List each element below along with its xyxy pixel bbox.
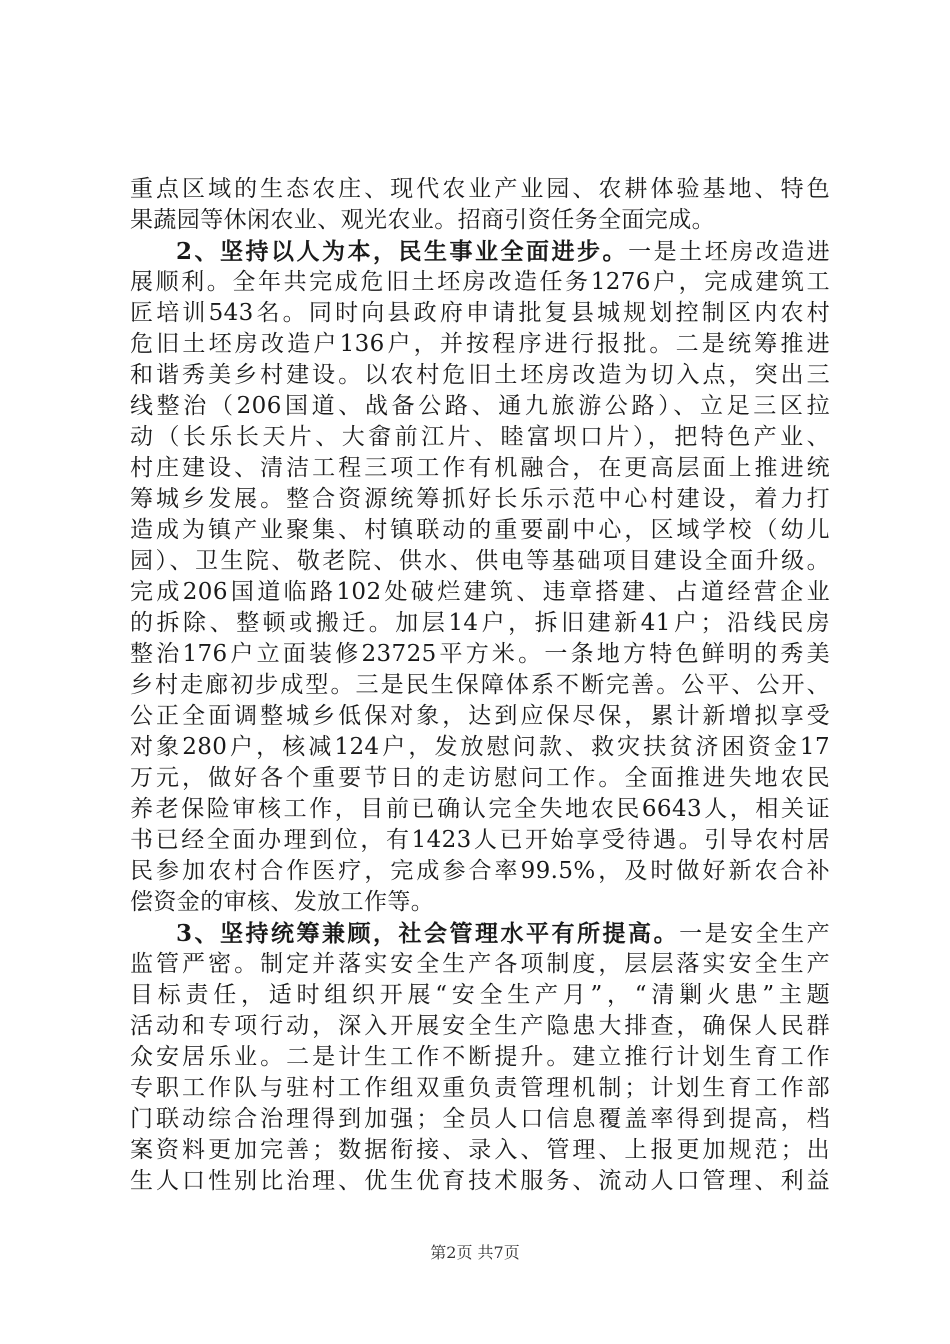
paragraph-2-first-rest: 一是土坯房改造进 — [628, 239, 830, 265]
text-line: 偿资金的审核、发放工作等。 — [130, 889, 435, 915]
text-line: 展顺利。全年共完成危旧土坯房改造任务1276户，完成建筑工 — [130, 269, 830, 295]
text-line: 公正全面调整城乡低保对象，达到应保尽保，累计新增拟享受 — [130, 703, 830, 729]
document-page — [130, 174, 830, 1197]
page-footer: 第2页 共7页 — [430, 1243, 520, 1262]
paragraph-1 — [130, 174, 830, 236]
paragraph-3-first-line — [130, 918, 830, 949]
text-line: 重点区域的生态农庄、现代农业产业园、农耕体验基地、特色 — [130, 176, 830, 202]
text-line: 整治176户立面装修23725平方米。一条地方特色鲜明的秀美 — [130, 641, 830, 667]
text-line: 目标责任，适时组织开展“安全生产月”，“清剿火患”主题 — [130, 982, 830, 1008]
text-line: 园）、卫生院、敬老院、供水、供电等基础项目建设全面升级。 — [130, 548, 830, 574]
text-line: 民参加农村合作医疗，完成参合率99.5%，及时做好新农合补 — [130, 858, 830, 884]
text-line: 万元，做好各个重要节日的走访慰问工作。全面推进失地农民 — [130, 765, 830, 791]
text-line: 门联动综合治理得到加强；全员人口信息覆盖率得到提高，档 — [130, 1106, 830, 1132]
text-line: 监管严密。制定并落实安全生产各项制度，层层落实安全生产 — [130, 951, 830, 977]
text-line: 村庄建设、清洁工程三项工作有机融合，在更高层面上推进统 — [130, 455, 830, 481]
text-line: 对象280户，核减124户，发放慰问款、救灾扶贫济困资金17 — [130, 734, 830, 760]
text-line: 众安居乐业。二是计生工作不断提升。建立推行计划生育工作 — [130, 1044, 830, 1070]
text-line: 养老保险审核工作，目前已确认完全失地农民6643人，相关证 — [130, 796, 830, 822]
text-line: 的拆除、整顿或搬迁。加层14户，拆旧建新41户；沿线民房 — [130, 610, 830, 636]
text-line: 筹城乡发展。整合资源统筹抓好长乐示范中心村建设，着力打 — [130, 486, 830, 512]
text-line: 乡村走廊初步成型。三是民生保障体系不断完善。公平、公开、 — [130, 672, 830, 698]
text-line: 案资料更加完善；数据衔接、录入、管理、上报更加规范；出 — [130, 1137, 830, 1163]
paragraph-3 — [130, 918, 830, 1197]
text-line: 专职工作队与驻村工作组双重负责管理机制；计划生育工作部 — [130, 1075, 830, 1101]
paragraph-2-heading: 2、坚持以人为本，民生事业全面进步。 — [176, 238, 629, 265]
text-line: 匠培训543名。同时向县政府申请批复县城规划控制区内农村 — [130, 300, 830, 326]
paragraph-2-first-line — [130, 236, 830, 267]
text-line: 危旧土坯房改造户136户，并按程序进行报批。二是统筹推进 — [130, 331, 830, 357]
text-line: 线整治（206国道、战备公路、通九旅游公路）、立足三区拉 — [130, 393, 830, 419]
text-line: 造成为镇产业聚集、村镇联动的重要副中心，区域学校（幼儿 — [130, 517, 830, 543]
text-line: 动（长乐长天片、大畲前江片、睦富坝口片），把特色产业、 — [130, 424, 830, 450]
text-line: 果蔬园等休闲农业、观光农业。招商引资任务全面完成。 — [130, 207, 715, 233]
text-line: 完成206国道临路102处破烂建筑、违章搭建、占道经营企业 — [130, 579, 830, 605]
text-line: 生人口性别比治理、优生优育技术服务、流动人口管理、利益 — [130, 1168, 830, 1194]
paragraph-3-heading: 3、坚持统筹兼顾，社会管理水平有所提高。 — [176, 920, 680, 947]
text-line: 活动和专项行动，深入开展安全生产隐患大排查，确保人民群 — [130, 1013, 830, 1039]
paragraph-2 — [130, 236, 830, 918]
text-line: 书已经全面办理到位，有1423人已开始享受待遇。引导农村居 — [130, 827, 830, 853]
text-line: 和谐秀美乡村建设。以农村危旧土坯房改造为切入点，突出三 — [130, 362, 830, 388]
paragraph-3-first-rest: 一是安全生产 — [679, 921, 830, 947]
